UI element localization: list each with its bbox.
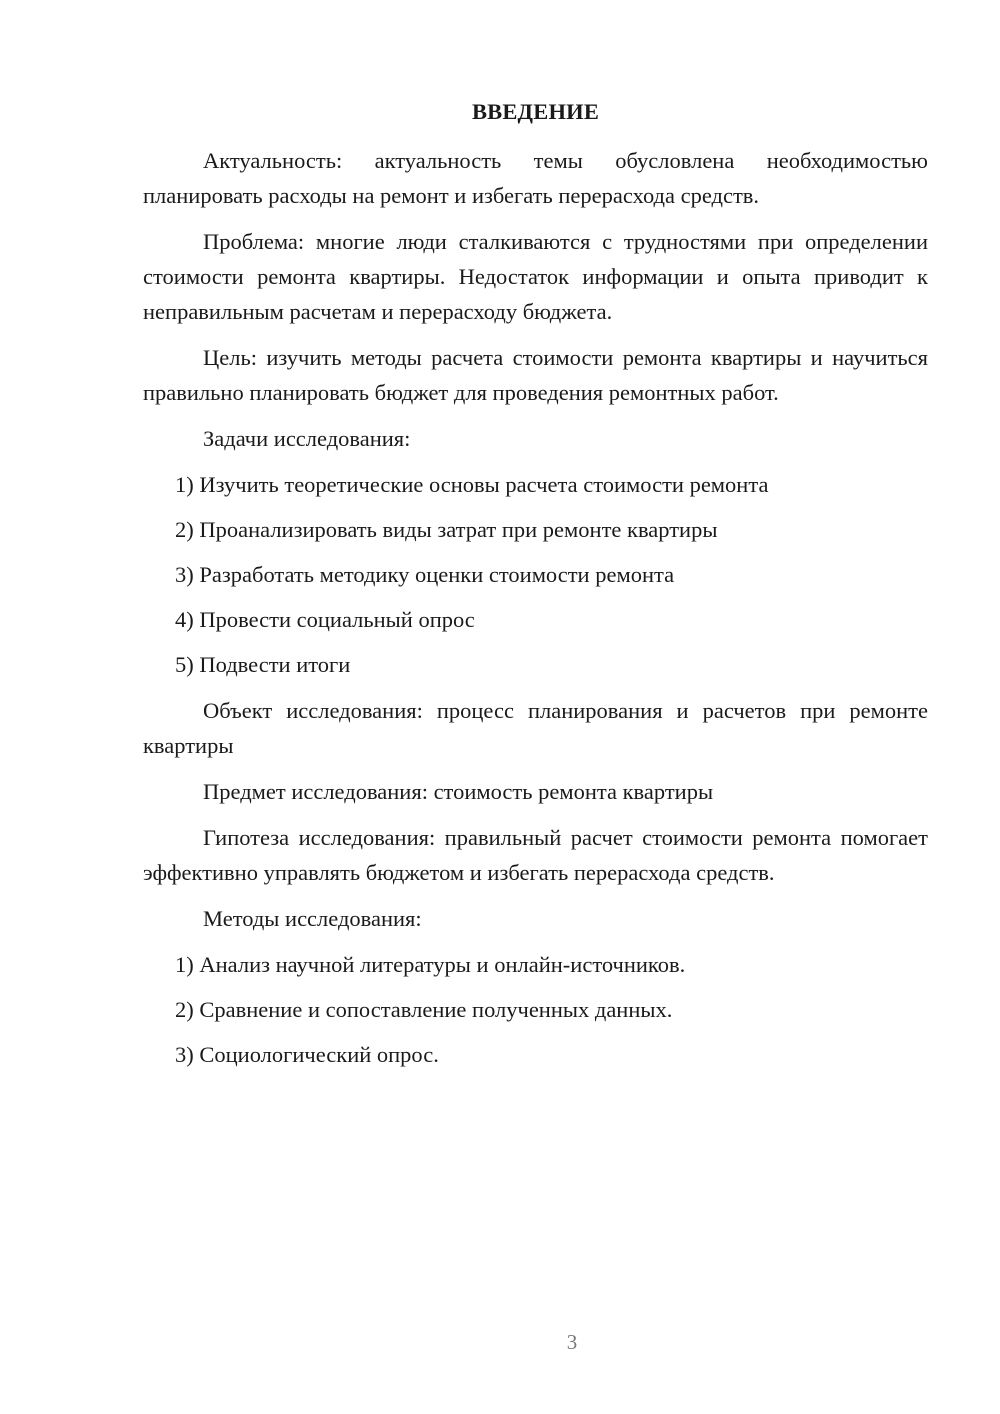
paragraph-problem: Проблема: многие люди сталкиваются с трудностями при определении стоимости ремонта квартиры. Недостаток информации и опыта приводит к неправильным расчетам и перерасходу бюджета. [143,229,928,324]
methods-heading: Методы исследования: [203,906,422,931]
page-title: ВВЕДЕНИЕ [471,99,600,124]
list-item: 1) Изучить теоретические основы расчета стоимости ремонта [175,472,769,497]
page-content [143,94,928,1083]
list-item: 2) Сравнение и сопоставление полученных данных. [175,997,673,1022]
list-item: 3) Социологический опрос. [175,1042,439,1067]
list-item: 4) Провести социальный опрос [175,607,475,632]
paragraph-hypothesis: Гипотеза исследования: правильный расчет стоимости ремонта помогает эффективно управлять бюджетом и избегать перерасхода средств. [143,825,928,885]
list-item: 3) Разработать методику оценки стоимости ремонта [175,562,675,587]
page-number: 3 [566,1330,578,1354]
paragraph-subject: Предмет исследования: стоимость ремонта квартиры [203,779,714,804]
list-item: 2) Проанализировать виды затрат при ремонте квартиры [175,517,718,542]
tasks-list [143,467,928,682]
list-item: 5) Подвести итоги [175,652,351,677]
tasks-heading: Задачи исследования: [203,426,411,451]
paragraph-object: Объект исследования: процесс планирования и расчетов при ремонте квартиры [143,698,928,758]
methods-list [143,947,928,1072]
paragraph-goal: Цель: изучить методы расчета стоимости ремонта квартиры и научиться правильно планировать бюджет для проведения ремонтных работ. [143,345,928,405]
list-item: 1) Анализ научной литературы и онлайн-источников. [175,952,686,977]
paragraph-relevance: Актуальность: актуальность темы обусловлена необходимостью планировать расходы на ремонт и избегать перерасхода средств. [143,148,928,208]
